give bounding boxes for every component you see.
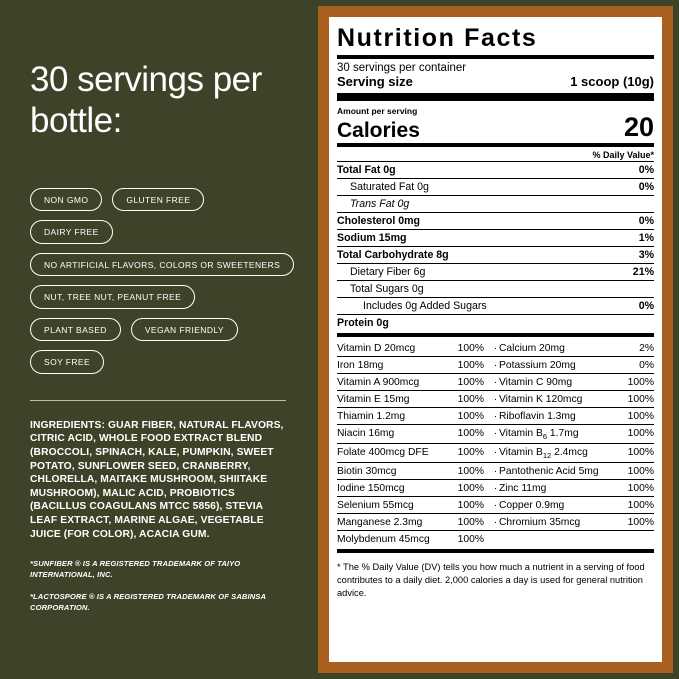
trademark-note-lactospore: *LACTOSPORE ® IS A REGISTERED TRADEMARK OF SABINSA CORPORATION. (30, 592, 266, 613)
nutrient-name: Chromium 35mcg (499, 516, 581, 528)
nutrient-name: Iodine 150mcg (337, 482, 405, 494)
nutrient-name: Thiamin 1.2mg (337, 410, 406, 422)
nutrient-name: Iron 18mg (337, 359, 384, 371)
nutrient-dv: 100% (457, 410, 484, 422)
nutrient-name: Calcium 20mg (499, 342, 565, 354)
column-separator: · (493, 516, 498, 528)
rule (337, 333, 654, 337)
table-row (337, 374, 654, 390)
nutrient-dv: 100% (457, 533, 484, 545)
nutrient-dv: 100% (457, 465, 484, 477)
nutrient-name: Trans Fat 0g (350, 198, 410, 210)
nutrient-name: Vitamin A 900mcg (337, 376, 420, 388)
nutrient-name: Zinc 11mg (499, 482, 547, 494)
claim-badge: SOY FREE (30, 350, 104, 374)
table-row (337, 463, 654, 479)
nutrient-name: Vitamin K 120mcg (499, 393, 583, 405)
nutrient-dv: 0% (639, 359, 654, 371)
daily-value-header: % Daily Value* (592, 150, 654, 160)
table-row (337, 425, 654, 443)
nutrient-dv: 100% (457, 516, 484, 528)
nutrient-dv: 100% (457, 393, 484, 405)
nutrient-dv: 0% (638, 300, 654, 312)
nutrient-name: Copper 0.9mg (499, 499, 565, 511)
amount-per-serving-label: Amount per serving (337, 106, 418, 116)
nutrient-name: Total Sugars 0g (350, 283, 424, 295)
nutrient-dv: 0% (638, 164, 654, 176)
serving-size-row (337, 74, 654, 89)
vitamins-minerals-table (337, 340, 654, 547)
nutrition-label-border (318, 6, 673, 673)
nutrient-dv: 100% (627, 516, 654, 528)
nutrient-dv: 100% (627, 393, 654, 405)
nutrient-dv: 21% (632, 266, 654, 278)
nutrient-name: Riboflavin 1.3mg (499, 410, 576, 422)
nutrient-row (337, 179, 654, 195)
nutrient-row (337, 298, 654, 314)
nutrient-name: Molybdenum 45mcg (337, 533, 430, 545)
nutrient-name: Vitamin $B_6$ 1.7mg (499, 427, 579, 441)
nutrient-name: Cholesterol 0mg (337, 215, 421, 227)
claim-badge: NON GMO (30, 188, 102, 212)
nutrient-dv: 100% (627, 465, 654, 477)
nutrient-name: Selenium 55mcg (337, 499, 414, 511)
nutrient-row (337, 162, 654, 178)
nutrition-facts-label (329, 17, 662, 662)
column-separator: · (493, 342, 498, 354)
claims-badge-list (30, 188, 292, 374)
nutrient-row (337, 281, 654, 297)
nutrient-dv: 2% (639, 342, 654, 354)
claim-badge: NUT, TREE NUT, PEANUT FREE (30, 285, 195, 309)
nutrient-name: Vitamin D 20mcg (337, 342, 416, 354)
table-row (337, 480, 654, 496)
ingredients-text: INGREDIENTS: GUAR FIBER, NATURAL FLAVORS, CITRIC ACID, WHOLE FOOD EXTRACT BLEND (BROCCOLI, SPINACH, KALE, PUMPKIN, SWEET POTATO, SUNFLOWER SEED, CRANBERRY, CHLORELLA, MAITAKE MUSHROOM, SHIITAKE MUSHROOM), MALIC ACID, PROBIOTICS (BACILLUS COAGULANS MTCC 5856), STEVIA LEAF EXTRACT, MARINE ALGAE, VEGETABLE JUICE (FOR COLOR), ACACIA GUM. (30, 419, 284, 540)
nutrient-name: Dietary Fiber 6g (350, 266, 426, 278)
nutrient-name: Potassium 20mg (499, 359, 576, 371)
spacer (337, 600, 654, 656)
column-separator: · (493, 410, 498, 422)
nutrient-name: Vitamin C 90mg (499, 376, 573, 388)
rule (337, 55, 654, 59)
nutrient-name: Pantothenic Acid 5mg (499, 465, 599, 477)
serving-size-label: Serving size (337, 74, 413, 89)
nutrient-row (337, 247, 654, 263)
calories-value: 20 (623, 112, 654, 142)
nutrition-label-panel (318, 0, 679, 679)
trademark-note-sunfiber: *SUNFIBER ® IS A REGISTERED TRADEMARK OF TAIYO INTERNATIONAL, INC. (30, 559, 241, 580)
claim-badge: NO ARTIFICIAL FLAVORS, COLORS OR SWEETENERS (30, 253, 294, 277)
nutrient-dv: 3% (638, 249, 654, 261)
rule (337, 93, 654, 101)
claim-badge: GLUTEN FREE (112, 188, 204, 212)
nutrient-dv: 100% (627, 446, 654, 458)
nutrient-dv: 100% (627, 376, 654, 388)
nutrient-dv: 100% (457, 482, 484, 494)
rule (337, 143, 654, 147)
nutrient-name: Protein 0g (337, 317, 389, 329)
nutrient-row (337, 213, 654, 229)
calories-row (337, 114, 654, 141)
nutrient-dv: 100% (457, 342, 484, 354)
nutrient-name: Niacin 16mg (337, 427, 395, 439)
nutrient-name: Biotin 30mcg (337, 465, 397, 477)
column-separator: · (493, 393, 498, 405)
nutrient-dv: 100% (457, 376, 484, 388)
table-row (337, 497, 654, 513)
column-separator: · (493, 376, 498, 388)
claim-badge: PLANT BASED (30, 318, 121, 342)
table-row (337, 444, 654, 462)
nutrient-name: Folate 400mcg DFE (337, 446, 429, 458)
nutrient-row (337, 230, 654, 246)
nutrient-row (337, 196, 654, 212)
column-separator: · (493, 446, 498, 458)
nutrient-name: Includes 0g Added Sugars (363, 300, 487, 312)
table-row (337, 531, 654, 547)
column-separator: · (493, 465, 498, 477)
column-separator: · (493, 359, 498, 371)
nutrient-name: Total Fat 0g (337, 164, 396, 176)
nutrient-dv: 100% (627, 499, 654, 511)
nutrient-dv: 100% (627, 410, 654, 422)
nutrient-name: Saturated Fat 0g (350, 181, 429, 193)
page-title: 30 servings per bottle: (30, 60, 262, 140)
nutrient-dv: 100% (457, 446, 484, 458)
table-row (337, 408, 654, 424)
nutrient-dv: 100% (457, 427, 484, 439)
column-separator: · (493, 427, 498, 439)
claim-badge: VEGAN FRIENDLY (131, 318, 238, 342)
left-info-panel (0, 0, 318, 679)
nutrition-facts-title: Nutrition Facts (337, 24, 538, 52)
rule (337, 549, 654, 553)
column-separator: · (493, 482, 498, 494)
divider (30, 400, 286, 401)
nutrient-row (337, 264, 654, 280)
nutrient-name: Sodium 15mg (337, 232, 407, 244)
calories-label: Calories (337, 119, 420, 142)
nutrient-dv: 0% (638, 215, 654, 227)
nutrient-name: Vitamin E 15mg (337, 393, 410, 405)
claim-badge: DAIRY FREE (30, 220, 113, 244)
table-row (337, 514, 654, 530)
serving-size-value: 1 scoop (10g) (570, 74, 654, 89)
nutrient-name: Total Carbohydrate 8g (337, 249, 449, 261)
nutrient-name: Vitamin $B_{12}$ 2.4mcg (499, 446, 588, 460)
column-separator: · (493, 499, 498, 511)
nutrient-row (337, 315, 654, 331)
table-row (337, 357, 654, 373)
nutrient-dv: 100% (457, 499, 484, 511)
table-row (337, 391, 654, 407)
table-row (337, 340, 654, 356)
nutrient-dv: 100% (627, 427, 654, 439)
nutrient-name: Manganese 2.3mg (337, 516, 423, 528)
daily-value-footnote: * The % Daily Value (DV) tells you how much a nutrient in a serving of food contributes to a daily diet. 2,000 calories a day is used for general nutrition advice. (337, 562, 645, 599)
servings-per-container: 30 servings per container (337, 62, 467, 74)
nutrient-dv: 100% (627, 482, 654, 494)
nutrient-dv: 0% (638, 181, 654, 193)
nutrient-dv: 1% (638, 232, 654, 244)
nutrient-dv: 100% (457, 359, 484, 371)
